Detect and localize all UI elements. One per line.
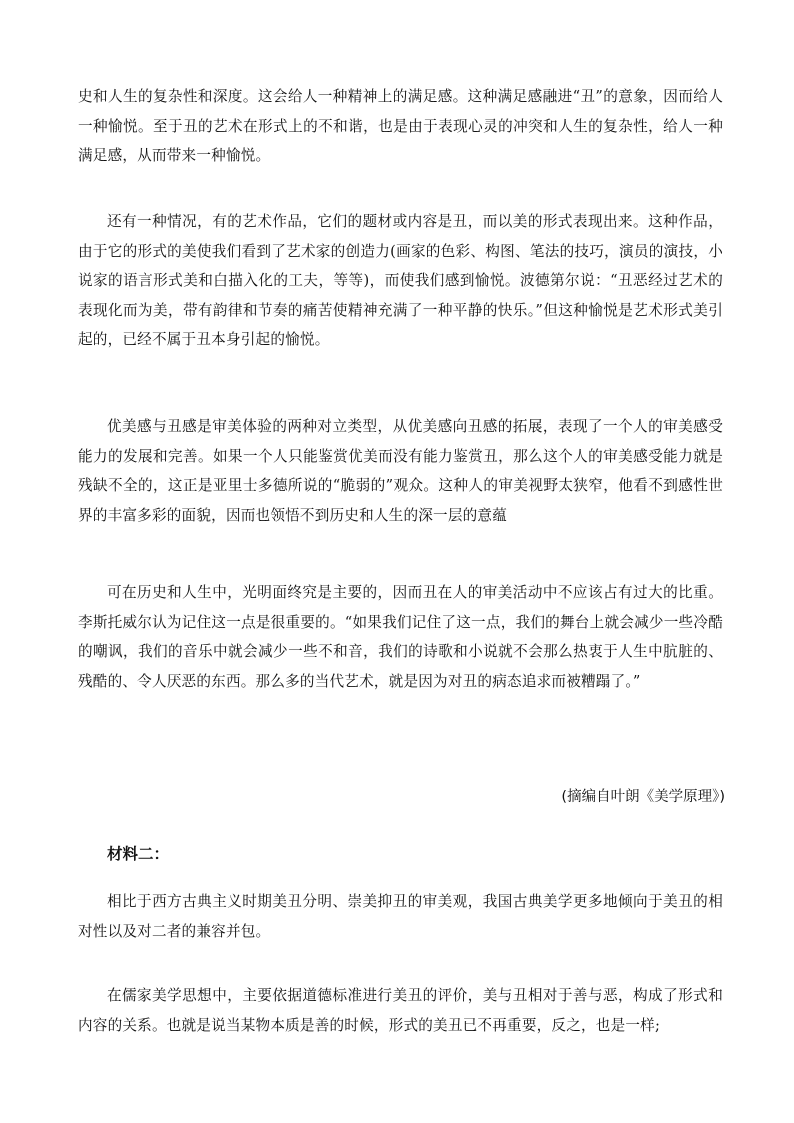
paragraph-continuation: 史和人生的复杂性和深度。这会给人一种精神上的满足感。这种满足感融进“丑”的意象，因而给人一种愉悦。至于丑的艺术在形式上的不和谐，也是由于表现心灵的冲突和人生的复杂性，给人一种满足感，从而带来一种愉悦。 xyxy=(78,88,723,164)
paragraph-confucian-aesthetics: 在儒家美学思想中，主要依据道德标准进行美丑的评价，美与丑相对于善与恶，构成了形式和内容的关系。也就是说当某物本质是善的时候，形式的美丑已不再重要，反之，也是一样; xyxy=(78,987,723,1034)
paragraph-form-beauty: 还有一种情况，有的艺术作品，它们的题材或内容是丑，而以美的形式表现出来。这种作品，由于它的形式的美使我们看到了艺术家的创造力(画家的色彩、构图、笔法的技巧，演员的演技，小说家的语言形式美和白描入化的工夫，等等)，而使我们感到愉悦。波德第尔说：“丑恶经过艺术的表现化而为美，带有韵律和节奏的痛苦使精神充满了一种平静的快乐。”但这种愉悦是艺术形式美引起的，已经不属于丑本身引起的愉悦。 xyxy=(78,213,723,348)
paragraph-bright-side: 可在历史和人生中，光明面终究是主要的，因而丑在人的审美活动中不应该占有过大的比重。李斯托威尔认为记住这一点是很重要的。“如果我们记住了这一点，我们的舞台上就会减少一些冷酷的嘲讽，我们的音乐中就会减少一些不和音，我们的诗歌和小说就不会那么热衷于人生中肮脏的、残酷的、令人厌恶的东西。那么多的当代艺术，就是因为对丑的病态追求而被糟蹋了。” xyxy=(78,584,723,690)
paragraph-chinese-aesthetics: 相比于西方古典主义时期美丑分明、崇美抑丑的审美观，我国古典美学更多地倾向于美丑的相对性以及对二者的兼容并包。 xyxy=(78,893,723,940)
source-citation: (摘编自叶朗《美学原理》) xyxy=(561,789,725,805)
paragraph-aesthetic-types: 优美感与丑感是审美体验的两种对立类型，从优美感向丑感的拓展，表现了一个人的审美感受能力的发展和完善。如果一个人只能鉴赏优美而没有能力鉴赏丑，那么这个人的审美感受能力就是残缺不全的，这正是亚里士多德所说的“脆弱的”观众。这种人的审美视野太狭窄，他看不到感性世界的丰富多彩的面貌，因而也领悟不到历史和人生的深一层的意蕴 xyxy=(78,418,723,524)
section-heading: 材料二： xyxy=(107,845,170,863)
